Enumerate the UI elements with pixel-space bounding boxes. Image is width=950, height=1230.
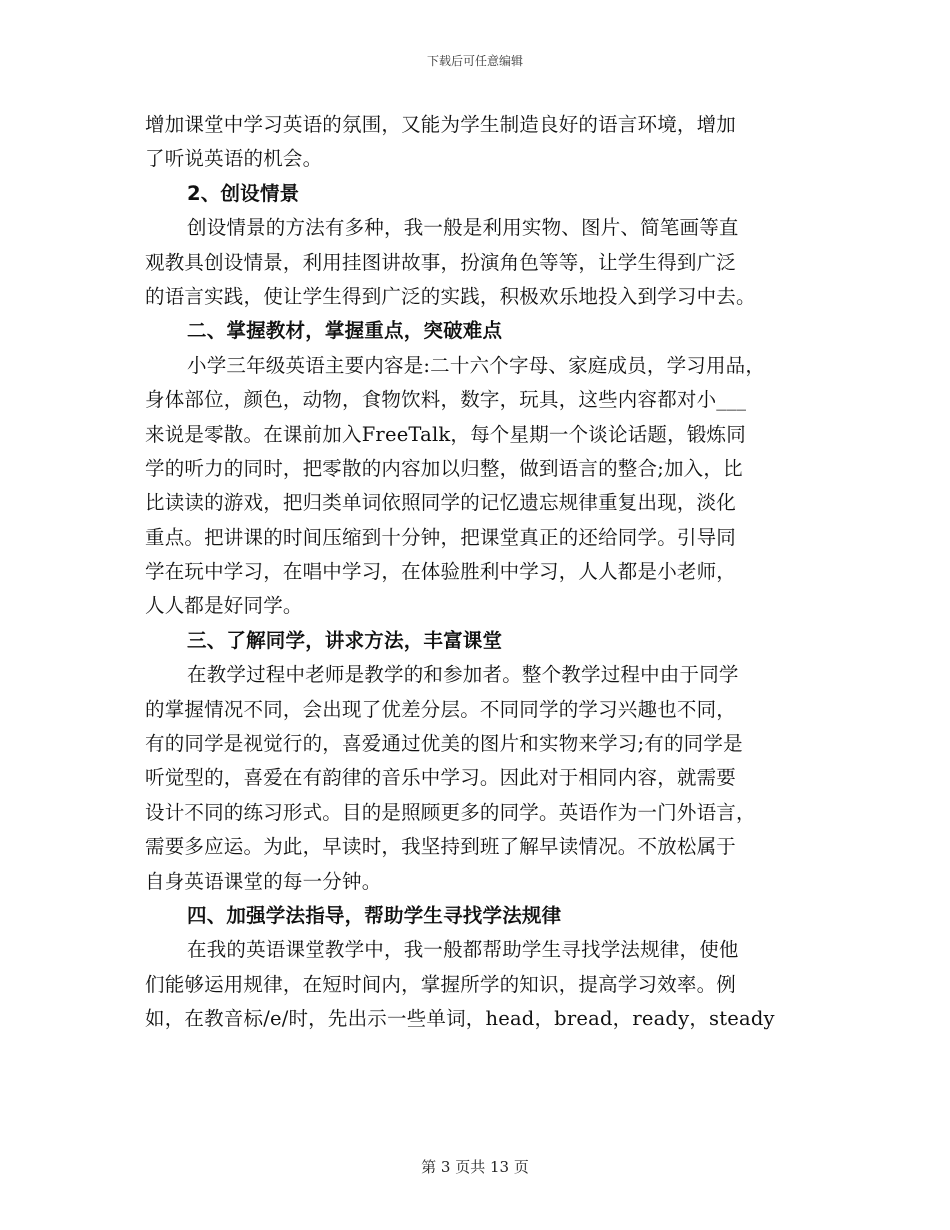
section-heading: 2、创设情景 <box>187 181 300 205</box>
paragraph-line: 的掌握情况不同，会出现了优差分层。不同同学的学习兴趣也不同， <box>145 697 737 721</box>
paragraph-line: 有的同学是视觉行的，喜爱通过优美的图片和实物来学习;有的同学是 <box>145 732 743 756</box>
section-heading: 三、了解同学，讲求方法，丰富课堂 <box>187 628 503 652</box>
paragraph-line: 了听说英语的机会。 <box>145 147 323 171</box>
paragraph-line: 身体部位，颜色，动物，食物饮料，数字，玩具，这些内容都对小___ <box>145 388 747 412</box>
section-heading: 二、掌握教材，掌握重点，突破难点 <box>187 319 503 343</box>
paragraph-line: 来说是零散。在课前加入FreeTalk，每个星期一个谈论话题，锻炼同 <box>145 422 746 446</box>
paragraph-line: 如，在教音标/e/时，先出示一些单词，head，bread，ready，steady <box>145 1007 775 1031</box>
paragraph-line: 重点。把讲课的时间压缩到十分钟，把课堂真正的还给同学。引导同 <box>145 525 737 549</box>
paragraph-line: 学在玩中学习，在唱中学习，在体验胜利中学习，人人都是小老师， <box>145 560 737 584</box>
paragraph-line: 设计不同的练习形式。目的是照顾更多的同学。英语作为一门外语言， <box>145 800 756 824</box>
paragraph-line: 学的听力的同时，把零散的内容加以归整，做到语言的整合;加入，比 <box>145 456 743 480</box>
paragraph-line: 观教具创设情景，利用挂图讲故事，扮演角色等等，让学生得到广泛 <box>145 250 737 274</box>
paragraph-line: 自身英语课堂的每一分钟。 <box>145 869 382 893</box>
page-header: 下载后可任意编辑 <box>426 54 523 68</box>
paragraph-line: 增加课堂中学习英语的氛围，又能为学生制造良好的语言环境，增加 <box>145 113 737 136</box>
paragraph-line: 人人都是好同学。 <box>145 594 303 618</box>
paragraph-line: 听觉型的，喜爱在有韵律的音乐中学习。因此对于相同内容，就需要 <box>145 766 737 790</box>
section-heading: 四、加强学法指导，帮助学生寻找学法规律 <box>187 903 562 927</box>
paragraph-line: 需要多应运。为此，早读时，我坚持到班了解早读情况。不放松属于 <box>145 835 737 859</box>
document-body <box>145 108 825 1037</box>
paragraph-line: 比读读的游戏，把归类单词依照同学的记忆遗忘规律重复出现，淡化 <box>145 491 737 515</box>
paragraph-line: 小学三年级英语主要内容是:二十六个字母、家庭成员，学习用品， <box>187 353 766 377</box>
page-footer: 第 3 页共 13 页 <box>421 1158 529 1176</box>
paragraph-line: 在教学过程中老师是教学的和参加者。整个教学过程中由于同学 <box>187 663 739 687</box>
paragraph-line: 的语言实践，使让学生得到广泛的实践，积极欢乐地投入到学习中去。 <box>145 284 756 308</box>
paragraph-line: 创设情景的方法有多种，我一般是利用实物、图片、简笔画等直 <box>187 216 739 240</box>
paragraph-line: 在我的英语课堂教学中，我一般都帮助学生寻找学法规律，使他 <box>187 938 739 962</box>
paragraph-line: 们能够运用规律，在短时间内，掌握所学的知识，提高学习效率。例 <box>145 972 737 996</box>
